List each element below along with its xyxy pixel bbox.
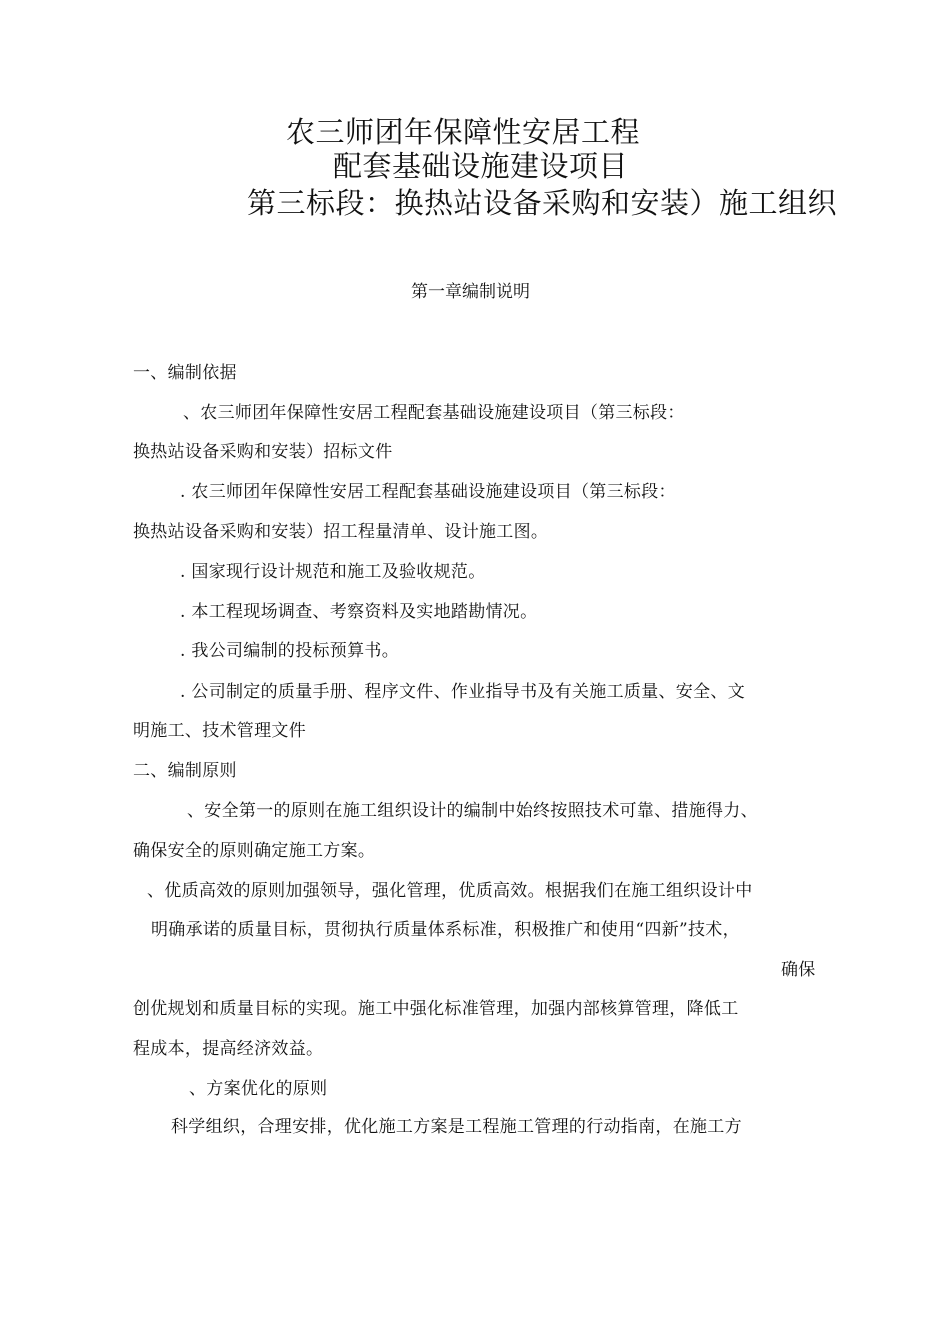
- principle-1-line-1: 、安全第一的原则在施工组织设计的编制中始终按照技术可靠、措施得力、: [187, 801, 758, 821]
- principle-3-heading: 、方案优化的原则: [189, 1079, 328, 1099]
- section-heading-basis: 一、编制依据: [133, 363, 237, 383]
- basis-item-3: . 国家现行设计规范和施工及验收规范。: [180, 562, 486, 582]
- title-line-3: 第三标段：换热站设备采购和安装）施工组织: [247, 186, 838, 220]
- basis-item-6-line-2: 明施工、技术管理文件: [133, 721, 306, 741]
- principle-2-line-1: 、优质高效的原则加强领导，强化管理，优质高效。根据我们在施工组织设计中: [147, 881, 753, 901]
- title-line-1: 农三师团年保障性安居工程: [286, 115, 641, 149]
- basis-item-5: . 我公司编制的投标预算书。: [180, 641, 400, 661]
- principle-2-line-5: 程成本，提高经济效益。: [133, 1039, 324, 1059]
- basis-item-4: . 本工程现场调查、考察资料及实地踏勘情况。: [180, 602, 538, 622]
- basis-item-1-line-2: 换热站设备采购和安装）招标文件: [133, 442, 393, 462]
- chapter-heading: 第一章编制说明: [411, 282, 530, 302]
- basis-item-2-line-2: 换热站设备采购和安装）招工程量清单、设计施工图。: [133, 522, 549, 542]
- section-heading-principles: 二、编制原则: [133, 761, 237, 781]
- basis-item-6-line-1: . 公司制定的质量手册、程序文件、作业指导书及有关施工质量、安全、文: [180, 682, 746, 702]
- principle-2-line-4: 创优规划和质量目标的实现。施工中强化标准管理，加强内部核算管理，降低工: [133, 999, 739, 1019]
- basis-item-1-line-1: 、农三师团年保障性安居工程配套基础设施建设项目（第三标段：: [183, 403, 685, 423]
- principle-3-line-1: 科学组织，合理安排，优化施工方案是工程施工管理的行动指南，在施工方: [171, 1117, 742, 1137]
- principle-2-line-3: 确保: [781, 960, 816, 980]
- title-line-2: 配套基础设施建设项目: [333, 149, 629, 183]
- principle-2-line-2: 明确承诺的质量目标，贯彻执行质量体系标准，积极推广和使用“四新”技术，: [151, 920, 740, 940]
- principle-1-line-2: 确保安全的原则确定施工方案。: [133, 841, 376, 861]
- basis-item-2-line-1: . 农三师团年保障性安居工程配套基础设施建设项目（第三标段：: [180, 482, 676, 502]
